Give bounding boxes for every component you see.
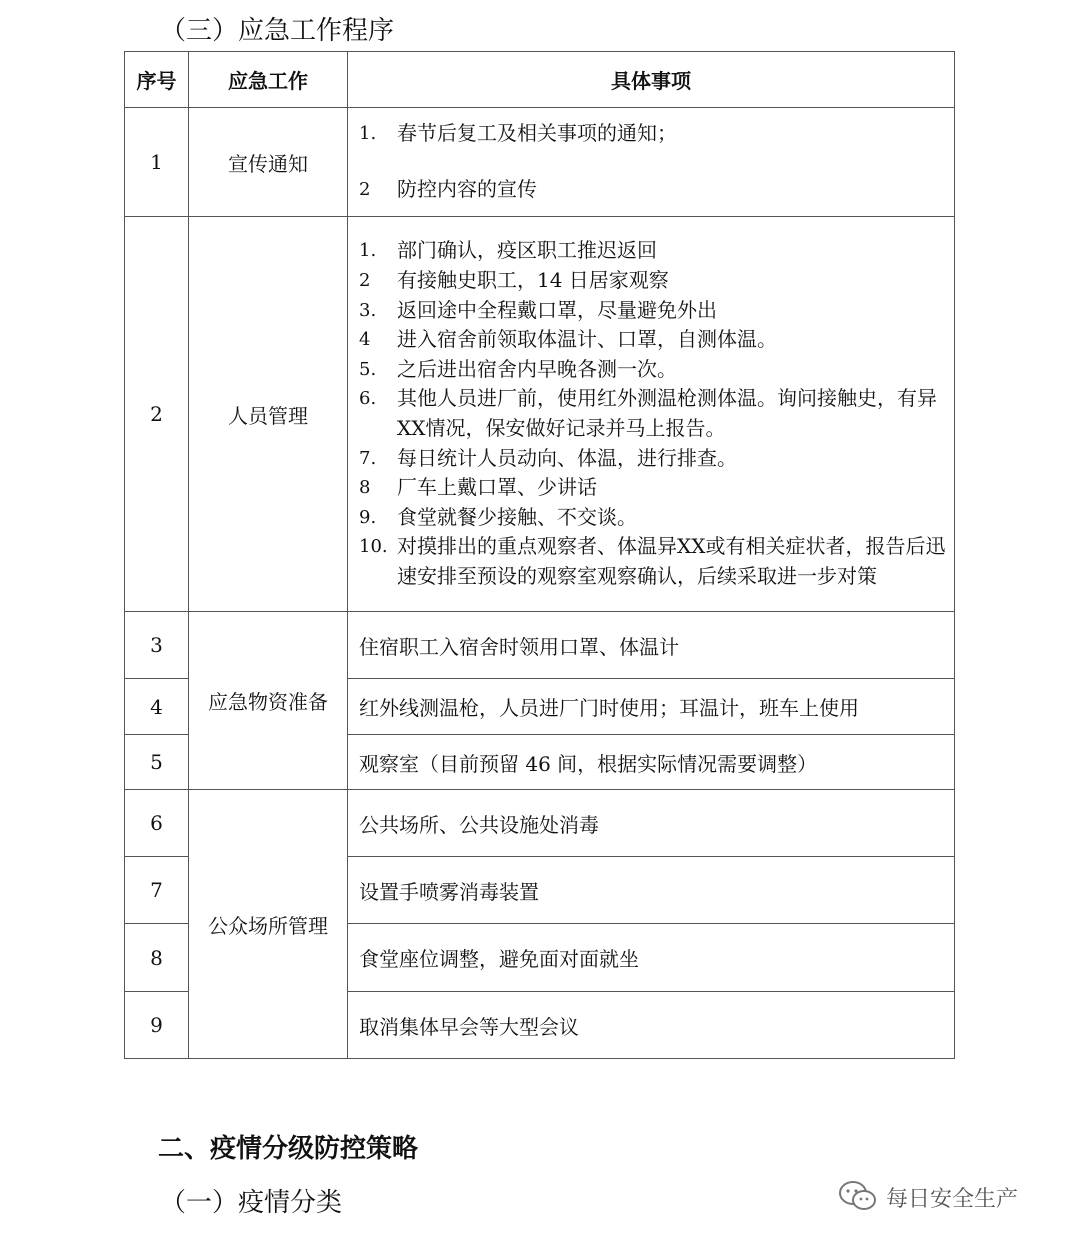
row-num: 4	[125, 679, 189, 735]
section-title: （三）应急工作程序	[160, 16, 395, 46]
list-item: 9. 食堂就餐少接触、不交谈。	[359, 504, 637, 529]
procedure-table	[124, 51, 955, 1059]
list-item: 1. 部门确认，疫区职工推迟返回	[359, 238, 657, 263]
header-detail: 具体事项	[348, 52, 955, 108]
section-heading-2: 二、疫情分级防控策略	[158, 1134, 419, 1164]
table-header-row	[125, 52, 955, 108]
row-detail: 食堂座位调整，避免面对面就坐	[348, 924, 955, 992]
row-num: 8	[125, 924, 189, 992]
wechat-icon	[838, 1180, 878, 1214]
watermark-text: 每日安全生产	[886, 1186, 1019, 1212]
list-item: 6. 其他人员进厂前，使用红外测温枪测体温。询问接触史，有异XX情况，保安做好记录并马上报告。	[359, 386, 937, 440]
header-num: 序号	[125, 52, 189, 108]
list-item: 10. 对摸排出的重点观察者、体温异XX或有相关症状者，报告后迅速安排至预设的观察室观察确认，后续采取进一步对策	[359, 534, 946, 588]
row-detail	[348, 217, 955, 612]
row-num: 1	[125, 108, 189, 217]
list-item: 7. 每日统计人员动向、体温，进行排查。	[359, 445, 737, 470]
list-item: 2 有接触史职工，14 日居家观察	[359, 268, 669, 293]
row-work: 应急物资准备	[189, 612, 348, 790]
watermark	[838, 1180, 1018, 1214]
list-item: 5. 之后进出宿舍内早晚各测一次。	[359, 356, 677, 381]
row-num: 3	[125, 612, 189, 679]
row-work: 公众场所管理	[189, 790, 348, 1059]
row-detail: 住宿职工入宿舍时领用口罩、体温计	[348, 612, 955, 679]
row-work: 人员管理	[189, 217, 348, 612]
row-num: 7	[125, 857, 189, 924]
row-detail: 观察室（目前预留 46 间，根据实际情况需要调整）	[348, 735, 955, 790]
list-item: 1. 春节后复工及相关事项的通知；	[359, 121, 677, 146]
list-item: 2 防控内容的宣传	[359, 177, 537, 201]
row-detail: 公共场所、公共设施处消毒	[348, 790, 955, 857]
row-num: 5	[125, 735, 189, 790]
table-row	[125, 217, 955, 612]
row-detail: 取消集体早会等大型会议	[348, 992, 955, 1059]
table-row	[125, 612, 955, 679]
subsection-heading: （一）疫情分类	[160, 1188, 343, 1218]
table-row	[125, 108, 955, 217]
row-detail: 设置手喷雾消毒装置	[348, 857, 955, 924]
row-num: 6	[125, 790, 189, 857]
table-row	[125, 790, 955, 857]
row-work: 宣传通知	[189, 108, 348, 217]
list-item: 3. 返回途中全程戴口罩，尽量避免外出	[359, 297, 717, 322]
row-num: 2	[125, 217, 189, 612]
row-detail: 红外线测温枪，人员进厂门时使用；耳温计，班车上使用	[348, 679, 955, 735]
row-detail	[348, 108, 955, 217]
list-item: 8 厂车上戴口罩、少讲话	[359, 475, 597, 500]
row-num: 9	[125, 992, 189, 1059]
list-item: 4 进入宿舍前领取体温计、口罩，自测体温。	[359, 327, 777, 352]
header-work: 应急工作	[189, 52, 348, 108]
